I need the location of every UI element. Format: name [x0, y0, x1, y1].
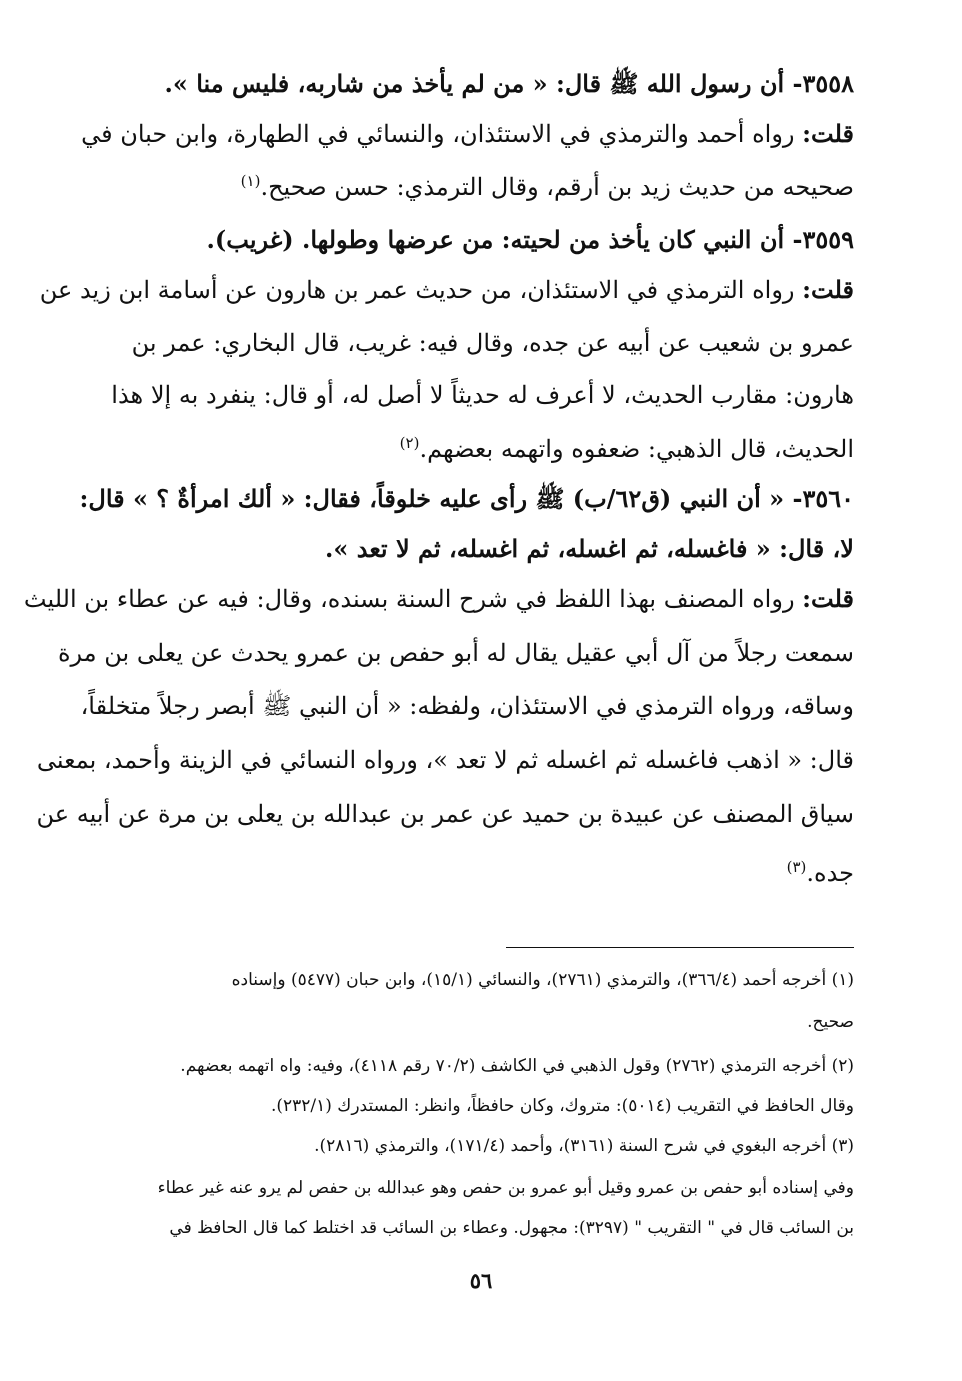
commentary-line: هارون: مقارب الحديث، لا أعرف له حديثاً لا أصل له، أو قال: ينفرد به إلا هذا	[111, 381, 854, 409]
page-number: ٥٦	[469, 1268, 493, 1293]
hadith-3560-heading-cont: لا، قال: « فاغسله، ثم اغسله، ثم اغسله، ثم لا تعد ».	[325, 534, 854, 563]
commentary-line: عمرو بن شعيب عن أبيه عن جده، وقال فيه: غريب، قال البخاري: عمر بن	[131, 329, 854, 357]
footnote-line: بن السائب قال في " التقريب " (٣٢٩٧): مجهول. وعطاء بن السائب قد اختلط كما قال الحافظ في	[169, 1218, 854, 1238]
footnote-separator	[506, 947, 854, 948]
footnote-line: (١) أخرجه أحمد (٣٦٦/٤)، والترمذي (٢٧٦١)، والنسائي (١٥/١)، وابن حبان (٥٤٧٧) وإسناده	[231, 970, 854, 990]
footnote-line: (٣) أخرجه البغوي في شرح السنة (٣١٦١)، وأحمد (١٧١/٤)، والترمذي (٢٨١٦).	[314, 1136, 854, 1156]
commentary-line: صحيحه من حديث زيد بن أرقم، وقال الترمذي: حسن صحيح.$^{(١)}$	[240, 172, 854, 201]
footnote-line: وقال الحافظ في التقريب (٥٠١٤): متروك، وكان حافظاً، وانظر: المستدرك (٢٣٢/١).	[270, 1096, 854, 1116]
commentary-line: قال: « اذهب فاغسله ثم اغسله ثم لا تعد »، ورواه النسائي في الزينة وأحمد، بمعنى	[36, 746, 854, 774]
footnote-line: وفي إسناده أبو حفص بن عمرو وقيل أبو عمرو بن حفص وهو عبدالله بن حفص لم يرو عنه غير عطاء	[157, 1178, 854, 1198]
footnote-marker: (٣)	[786, 858, 807, 876]
commentary-line: سمعت رجلاً من آل أبي عقيل يقال له أبو حفص بن عمرو يحدث عن يعلى بن مرة	[57, 639, 854, 667]
commentary-line: قلت: رواه أحمد والترمذي في الاستئذان، والنسائي في الطهارة، وابن حبان في	[81, 119, 854, 148]
footnote-marker: (٢)	[399, 434, 420, 452]
footnote-line: (٢) أخرجه الترمذي (٢٧٦٢) وقول الذهبي في الكاشف (٧٠/٢ رقم ٤١١٨)، وفيه: واه اتهمه بعضهم.	[180, 1056, 854, 1076]
commentary-label: قلت:	[802, 275, 854, 304]
footnote-line: صحيح.	[807, 1012, 854, 1032]
commentary-line: الحديث، قال الذهبي: ضعفوه واتهمه بعضهم.$^{(٢)}$	[399, 434, 854, 463]
commentary-line: جده.$^{(٣)}$	[786, 858, 854, 887]
commentary-line: وساقه، ورواه الترمذي في الاستئذان، ولفظه: « أن النبي ﷺ أبصر رجلاً متخلقاً،	[80, 692, 854, 720]
commentary-label: قلت:	[802, 584, 854, 613]
hadith-3558-heading: ٣٥٥٨- أن رسول الله ﷺ قال: « من لم يأخذ من شاربه، فليس منا ».	[164, 69, 854, 98]
commentary-line: سياق المصنف عن عبيدة بن حميد عن عمر بن عبدالله بن يعلى بن مرة عن أبيه عن	[36, 800, 854, 828]
hadith-3559-heading: ٣٥٥٩- أن النبي كان يأخذ من لحيته: من عرضها وطولها. (غريب).	[206, 225, 854, 254]
commentary-line: قلت: رواه الترمذي في الاستئذان، من حديث عمر بن هارون عن أسامة ابن زيد عن	[39, 275, 854, 304]
commentary-line: قلت: رواه المصنف بهذا اللفظ في شرح السنة بسنده، وقال: فيه عن عطاء بن الليث	[23, 584, 854, 613]
hadith-3560-heading: ٣٥٦٠- « أن النبي (ق٦٢/ب) ﷺ رأى عليه خلوقاً، فقال: « ألك امرأةٌ ؟ » قال:	[79, 484, 854, 513]
commentary-label: قلت:	[802, 119, 854, 148]
footnote-marker: (١)	[240, 172, 261, 190]
